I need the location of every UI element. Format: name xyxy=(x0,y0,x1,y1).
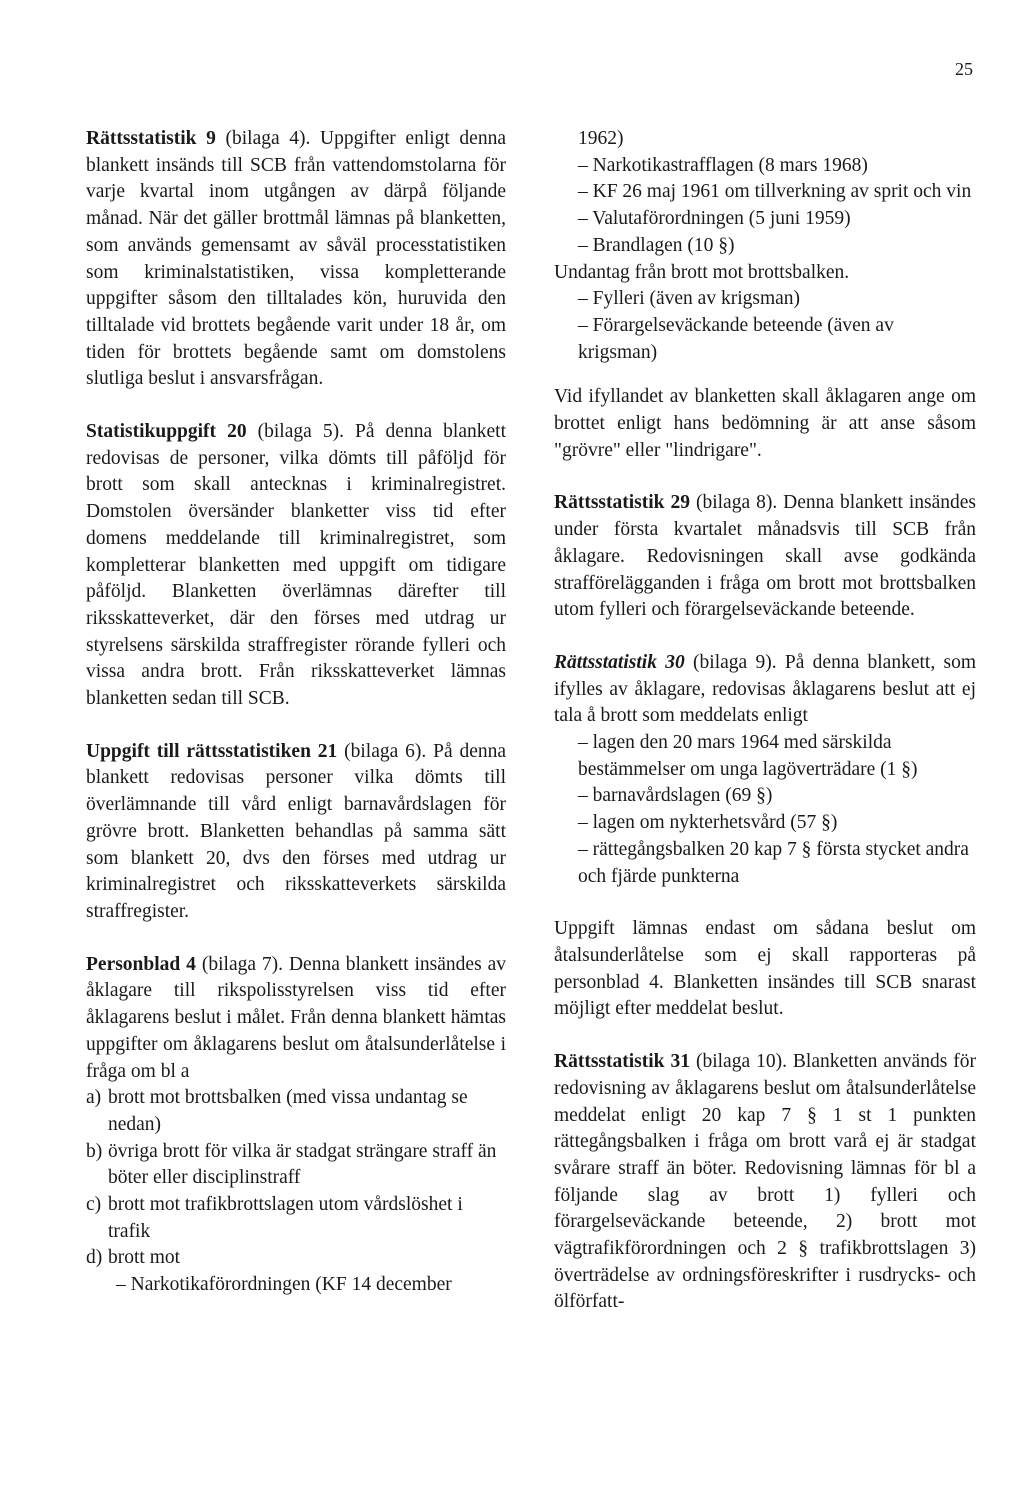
heading-rattsstatistik-9: Rättsstatistik 9 xyxy=(86,128,216,149)
list-label: a) xyxy=(86,1087,102,1109)
heading-rattsstatistik-30: Rättsstatistik 30 xyxy=(554,651,685,673)
list-text: brott mot brottsbalken (med vissa undantag se nedan) xyxy=(108,1087,468,1135)
list-item xyxy=(86,1192,506,1245)
list-item xyxy=(86,1245,506,1272)
body-text: (bilaga 7). Denna blankett insändes av åklagare till rikspolisstyrelsen viss tid efter åklagarens beslut i målet. Från denna blankett hämtas uppgifter om åklagarens beslut om åtalsunderlåtelse i fråga om bl a xyxy=(86,953,506,1082)
paragraph-rattsstatistik-9 xyxy=(86,126,506,393)
dash-list-item: – Narkotikastrafflagen (8 mars 1968) xyxy=(578,154,868,176)
heading-rattsstatistik-31: Rättsstatistik 31 xyxy=(554,1051,690,1073)
paragraph-uppgift-21 xyxy=(86,739,506,926)
dash-list-item: – lagen om nykterhetsvård (57 §) xyxy=(578,812,838,834)
left-column xyxy=(86,126,506,1299)
body-text: (bilaga 6). På denna blankett redovisas personer vilka dömts till överlämnande till vård enligt barnavårdslagen för grövre brott. Blanketten behandlas på samma sätt som blankett 20, dvs den förses med utdrag ur kriminalregistret och riksskatteverkets särskilda straffregister. xyxy=(86,740,506,922)
dash-list-item: – Fylleri (även av krigsman) xyxy=(578,288,801,310)
heading-personblad-4: Personblad 4 xyxy=(86,953,196,975)
right-column xyxy=(554,126,976,1316)
page-number: 25 xyxy=(955,59,973,79)
paragraph-rattsstatistik-30 xyxy=(554,650,976,730)
body-text: (bilaga 5). På denna blankett redovisas de personer, vilka dömts till påföljd för brott som skall antecknas i kriminalregistret. Domstolen översänder blanketter viss tid efter domens meddelande till kriminalregistret, som kompletterar blanketten med uppgift om tidigare påföljd. Blanketten överlämnas därefter till riksskatteverket, där den förses med utdrag ur styrelsens särskilda straffregister rörande fylleri och vissa andra brott. Från riksskatteverket lämnas blanketten sedan till SCB. xyxy=(86,421,506,710)
list-label: c) xyxy=(86,1194,102,1216)
body-text: (bilaga 9). På denna blankett, som ifylles av åklagare, redovisas åklagarens beslut att ej tala å brott som meddelats enligt xyxy=(554,651,977,727)
list-item xyxy=(86,1085,506,1138)
exception-heading: Undantag från brott mot brottsbalken. xyxy=(554,261,850,283)
paragraph-uppgift-lamnas: Uppgift lämnas endast om sådana beslut om åtalsunderlåtelse som ej skall rapporteras på personblad 4. Blanketten insändes till SCB snarast möjligt efter meddelat beslut. xyxy=(554,918,976,1020)
body-text: (bilaga 10). Blanketten används för redovisning av åklagarens beslut om åtalsunderlåtelse meddelat enligt 20 kap 7 § 1 st 1 punkten rättegångsbalken i fråga om brott varå ej är stadgat svårare straff än böter. Redovisning lämnas för bl a följande slag av brott 1) fylleri och förargelseväckande beteende, 2) brott mot vägtrafikförordningen och 2 § trafikbrottslagen 3) överträdelse av ordningsföreskrifter i rusdrycks- och ölförfatt- xyxy=(554,1051,976,1313)
dash-list-item: – Valutaförordningen (5 juni 1959) xyxy=(578,208,851,230)
dash-list-item: – KF 26 maj 1961 om tillverkning av sprit och vin xyxy=(578,181,972,203)
paragraph-personblad-4 xyxy=(86,952,506,1086)
dash-list-item: – rättegångsbalken 20 kap 7 § första stycket andra och fjärde punkterna xyxy=(578,838,969,887)
heading-rattsstatistik-29: Rättsstatistik 29 xyxy=(554,492,690,514)
dash-list-item: – lagen den 20 mars 1964 med särskilda bestämmelser om unga lagöverträdare (1 §) xyxy=(578,732,918,780)
paragraph-vid-ifyllandet: Vid ifyllandet av blanketten skall åklagaren ange om brottet enligt hans bedömning är att anse såsom "grövre" eller "lindrigare". xyxy=(554,386,976,461)
list-label: d) xyxy=(86,1247,103,1269)
dash-list-item: – Förargelseväckande beteende (även av krigsman) xyxy=(578,314,894,363)
list-label: b) xyxy=(86,1140,103,1162)
dash-list-item: – barnavårdslagen (69 §) xyxy=(578,785,773,807)
sub-list-item: – Narkotikaförordningen (KF 14 december xyxy=(116,1274,452,1296)
list-text: brott mot trafikbrottslagen utom vårdslöshet i trafik xyxy=(108,1194,463,1242)
list-item xyxy=(86,1139,506,1192)
heading-statistikuppgift-20: Statistikuppgift 20 xyxy=(86,421,247,443)
heading-uppgift-21: Uppgift till rättsstatistiken 21 xyxy=(86,740,338,762)
paragraph-rattsstatistik-29 xyxy=(554,490,976,624)
continued-text: 1962) xyxy=(578,128,624,149)
body-text: (bilaga 4). Uppgifter enligt denna blankett insänds till SCB från vattendomstolarna för varje kvartal inom utgången av därpå följande månad. När det gäller brottmål lämnas på blanketten, som används gemensamt av såväl processtatistiken som kriminalstatistiken, vissa kompletterande uppgifter såsom den tilltalades kön, huruvida den tilltalade vid brottets begående varit under 18 år, om tiden för brottets begående samt om domstolens slutliga beslut i ansvarsfrågan. xyxy=(86,128,506,390)
body-text: (bilaga 8). Denna blankett insändes under första kvartalet månadsvis till SCB från åklagare. Redovisningen skall avse godkända strafförelägganden i fråga om brott mot brottsbalken utom fylleri och förargelseväckande beteende. xyxy=(554,492,976,621)
list-text: brott mot xyxy=(108,1247,181,1269)
paragraph-rattsstatistik-31 xyxy=(554,1049,976,1316)
paragraph-statistikuppgift-20 xyxy=(86,419,506,713)
list-text: övriga brott för vilka är stadgat strängare straff än böter eller disciplinstraff xyxy=(108,1140,497,1189)
dash-list-item: – Brandlagen (10 §) xyxy=(578,234,735,256)
